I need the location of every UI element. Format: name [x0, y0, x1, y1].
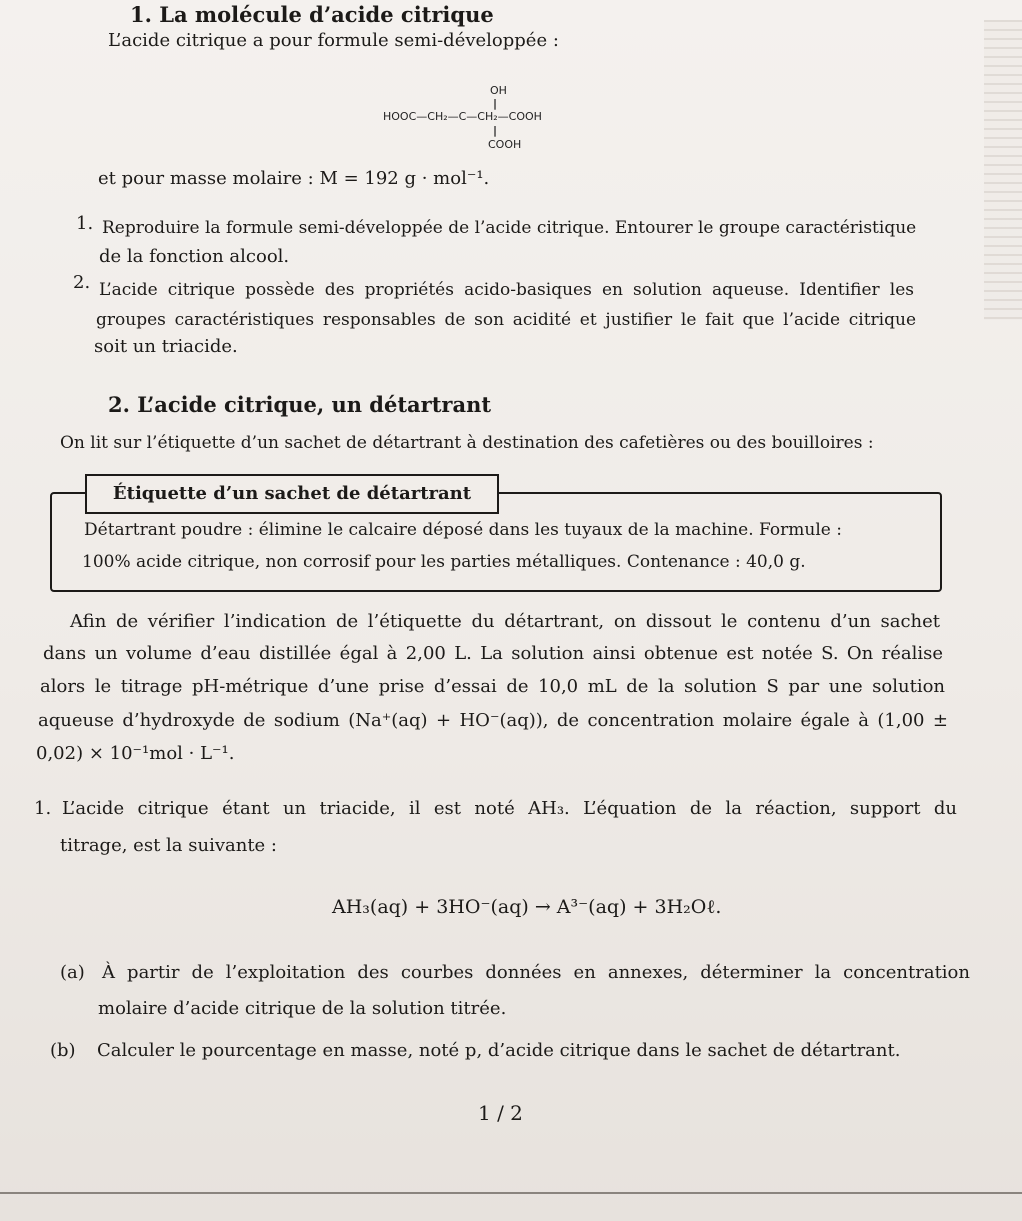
question-2-line2: groupes caractéristiques responsables de son acidité et justifier le fait que l’acide citrique: [96, 310, 916, 330]
paragraph-line4: aqueuse d’hydroxyde de sodium (Na⁺(aq) + HO⁻(aq)), de concentration molaire égale à (1,00 ±: [38, 710, 948, 731]
question-b-label: (b): [50, 1040, 76, 1061]
section-1-title: 1. La molécule d’acide citrique: [130, 2, 494, 27]
question-a-label: (a): [60, 962, 85, 983]
part2-question-1-line1: L’acide citrique étant un triacide, il est noté AH₃. L’équation de la réaction, support du: [62, 798, 957, 819]
paragraph-line3: alors le titrage pH-métrique d’une prise d’essai de 10,0 mL de la solution S par une solution: [40, 676, 945, 697]
page-bottom-edge: [0, 1192, 1022, 1194]
part2-question-1-line2: titrage, est la suivante :: [60, 835, 277, 856]
paragraph-line2: dans un volume d’eau distillée égal à 2,00 L. La solution ainsi obtenue est notée S. On réalise: [43, 643, 943, 664]
question-1-line1: Reproduire la formule semi-développée de l’acide citrique. Entourer le groupe caractéristique: [102, 218, 917, 238]
paragraph-line5: 0,02) × 10⁻¹mol · L⁻¹.: [36, 743, 235, 764]
question-a-line1: À partir de l’exploitation des courbes données en annexes, déterminer la concentration: [102, 962, 970, 983]
formula-bond-bottom: |: [493, 124, 498, 137]
question-1-number: 1.: [76, 213, 94, 234]
question-2-line3: soit un triacide.: [94, 336, 238, 357]
part2-question-1-number: 1.: [34, 798, 52, 819]
label-box-line2: 100% acide citrique, non corrosif pour les parties métalliques. Contenance : 40,0 g.: [82, 552, 806, 572]
question-2-line1: L’acide citrique possède des propriétés acido-basiques en solution aqueuse. Identifier les: [99, 280, 914, 300]
label-box-title: Étiquette d’un sachet de détartrant: [85, 474, 499, 514]
formula-cooh: COOH: [488, 138, 522, 151]
section-2-intro: On lit sur l’étiquette d’un sachet de détartrant à destination des cafetières ou des bouilloires :: [60, 433, 874, 453]
page-number: 1 / 2: [478, 1101, 523, 1125]
titration-equation: AH₃(aq) + 3HO⁻(aq) → A³⁻(aq) + 3H₂Oℓ.: [332, 896, 722, 918]
section-1-intro: L’acide citrique a pour formule semi-développée :: [108, 30, 559, 51]
page-edge-shadow: [984, 20, 1022, 320]
question-1-line2: de la fonction alcool.: [99, 246, 290, 267]
paragraph-line1: Afin de vérifier l’indication de l’étiquette du détartrant, on dissout le contenu d’un sachet: [70, 611, 940, 632]
formula-bond-top: |: [493, 97, 498, 110]
label-box-line1: Détartrant poudre : élimine le calcaire déposé dans les tuyaux de la machine. Formule :: [84, 520, 842, 540]
formula-main-chain: HOOC—CH₂—C—CH₂—COOH: [383, 110, 542, 123]
formula-oh: OH: [490, 84, 507, 97]
question-a-line2: molaire d’acide citrique de la solution titrée.: [98, 998, 507, 1019]
question-2-number: 2.: [73, 272, 91, 293]
section-2-title: 2. L’acide citrique, un détartrant: [108, 392, 492, 417]
question-b-line1: Calculer le pourcentage en masse, noté p, d’acide citrique dans le sachet de détartrant.: [97, 1040, 901, 1061]
molar-mass: et pour masse molaire : M = 192 g · mol⁻¹.: [98, 168, 490, 189]
